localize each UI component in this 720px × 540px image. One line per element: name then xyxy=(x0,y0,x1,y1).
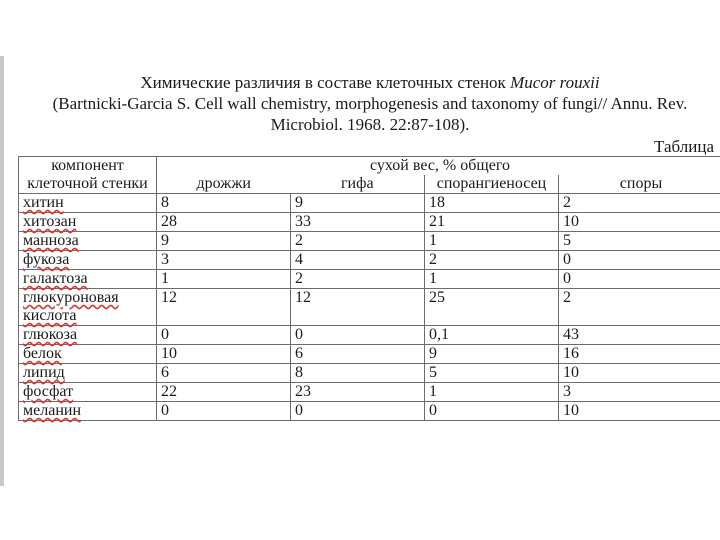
cell-spores: 5 xyxy=(559,232,720,251)
cell-yeast: 9 xyxy=(157,232,291,251)
cell-yeast: 12 xyxy=(157,289,291,326)
cell-hypha: 2 xyxy=(291,270,425,289)
cell-hypha: 2 xyxy=(291,232,425,251)
cell-sporangiophore: 2 xyxy=(425,251,559,270)
table-row xyxy=(19,345,720,364)
cell-yeast: 0 xyxy=(157,326,291,345)
title-line-1 xyxy=(20,72,720,93)
cell-sporangiophore: 1 xyxy=(425,232,559,251)
cell-spores: 3 xyxy=(559,383,720,402)
table-label: Таблица xyxy=(654,137,714,156)
table-row xyxy=(19,383,720,402)
table-row xyxy=(19,232,720,251)
cell-spores: 10 xyxy=(559,364,720,383)
cell-yeast: 3 xyxy=(157,251,291,270)
cell-spores: 10 xyxy=(559,402,720,421)
cell-sporangiophore: 0 xyxy=(425,402,559,421)
table-row xyxy=(19,364,720,383)
table-row xyxy=(19,194,720,213)
cell-name: манноза xyxy=(19,232,157,251)
cell-yeast: 10 xyxy=(157,345,291,364)
cell-name: галактоза xyxy=(19,270,157,289)
cell-sporangiophore: 9 xyxy=(425,345,559,364)
title-text: Химические различия в составе клеточных стенок xyxy=(140,73,506,92)
cell-yeast: 6 xyxy=(157,364,291,383)
cell-name: белок xyxy=(19,345,157,364)
table-row xyxy=(19,326,720,345)
left-edge-bar xyxy=(0,56,4,486)
header-hypha: гифа xyxy=(291,175,425,194)
header-component: компонент клеточной стенки xyxy=(19,157,157,194)
cell-hypha: 23 xyxy=(291,383,425,402)
header-spores: споры xyxy=(559,175,720,194)
table-row xyxy=(19,251,720,270)
title-species: Mucor rouxii xyxy=(510,73,600,92)
cell-spores: 2 xyxy=(559,194,720,213)
composition-table xyxy=(18,156,720,421)
table-row xyxy=(19,270,720,289)
cell-spores: 0 xyxy=(559,251,720,270)
cell-yeast: 1 xyxy=(157,270,291,289)
cell-name: хитозан xyxy=(19,213,157,232)
table-header-row xyxy=(19,157,720,176)
cell-yeast: 22 xyxy=(157,383,291,402)
cell-yeast: 28 xyxy=(157,213,291,232)
cell-spores: 0 xyxy=(559,270,720,289)
header-yeast: дрожжи xyxy=(157,175,291,194)
table-row xyxy=(19,289,720,326)
cell-name: липид xyxy=(19,364,157,383)
cell-hypha: 33 xyxy=(291,213,425,232)
cell-hypha: 9 xyxy=(291,194,425,213)
cell-yeast: 8 xyxy=(157,194,291,213)
cell-spores: 16 xyxy=(559,345,720,364)
document-title xyxy=(20,72,720,135)
cell-hypha: 6 xyxy=(291,345,425,364)
cell-hypha: 0 xyxy=(291,402,425,421)
cell-name: глюкоза xyxy=(19,326,157,345)
cell-name: меланин xyxy=(19,402,157,421)
cell-sporangiophore: 1 xyxy=(425,270,559,289)
cell-sporangiophore: 18 xyxy=(425,194,559,213)
cell-hypha: 12 xyxy=(291,289,425,326)
header-sporangiophore: спорангиеносец xyxy=(425,175,559,194)
table-row xyxy=(19,213,720,232)
cell-name: фукоза xyxy=(19,251,157,270)
title-line-3: Microbiol. 1968. 22:87-108). xyxy=(270,115,470,134)
cell-name: хитин xyxy=(19,194,157,213)
cell-sporangiophore: 5 xyxy=(425,364,559,383)
title-line-2: (Bartnicki-Garcia S. Cell wall chemistry, morphogenesis and taxonomy of fungi// Annu. Rev. xyxy=(52,94,688,113)
cell-spores: 43 xyxy=(559,326,720,345)
cell-hypha: 8 xyxy=(291,364,425,383)
cell-yeast: 0 xyxy=(157,402,291,421)
table-row xyxy=(19,402,720,421)
cell-name: глюкуроновая кислота xyxy=(19,289,157,326)
cell-sporangiophore: 0,1 xyxy=(425,326,559,345)
cell-spores: 10 xyxy=(559,213,720,232)
cell-sporangiophore: 25 xyxy=(425,289,559,326)
cell-sporangiophore: 1 xyxy=(425,383,559,402)
cell-hypha: 0 xyxy=(291,326,425,345)
cell-name: фосфат xyxy=(19,383,157,402)
cell-spores: 2 xyxy=(559,289,720,326)
cell-hypha: 4 xyxy=(291,251,425,270)
header-dry-weight: сухой вес, % общего xyxy=(157,157,720,176)
cell-sporangiophore: 21 xyxy=(425,213,559,232)
